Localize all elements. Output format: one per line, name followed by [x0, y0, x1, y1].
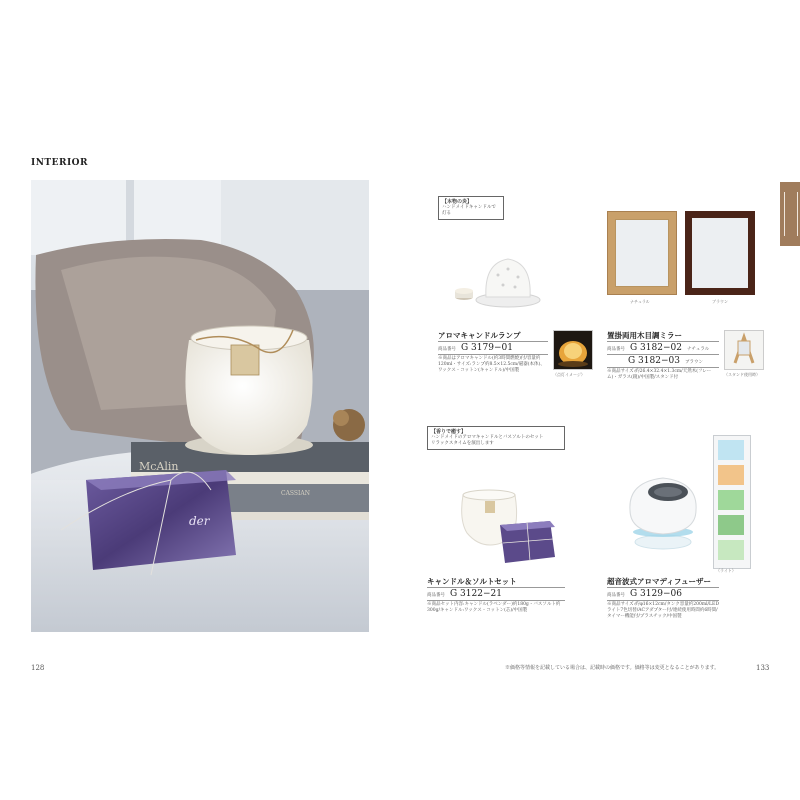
product4-code: G 3129−06 — [630, 589, 682, 599]
product2-code-2-suffix: ブラウン — [684, 360, 703, 365]
light-color-swatch-4 — [718, 515, 744, 535]
section-title: INTERIOR — [31, 158, 89, 168]
product3-name: キャンドル＆ソルトセット — [427, 577, 517, 586]
product1-code-label: 商品番号 — [438, 347, 456, 352]
product2-code-row-1 — [607, 341, 719, 354]
product2-name: 置掛両用木目調ミラー — [607, 331, 682, 340]
product2-code-2: G 3182−03 — [628, 356, 680, 366]
svg-text:CASSIAN: CASSIAN — [281, 490, 310, 497]
product2-code-1-suffix: ナチュラル — [686, 347, 710, 352]
svg-text:der: der — [189, 514, 210, 528]
product4-code-row — [607, 587, 719, 601]
product1-code: G 3179−01 — [461, 343, 513, 353]
product4-description: ※商品サイズ:約φ16×12cm/タンク容量約200ml/LEDライト7色切替/ACアダプター付/連続使用時間約6時間/タイマー機能付/プラスチック/中国製 — [607, 602, 719, 620]
product1-tag-box — [438, 196, 504, 220]
footer-note: ※価格等情報を記載している場合は、記載時の価格です。価格等は変更となることがあります。 — [505, 665, 720, 671]
mirror-caption-natural: ナチュラル — [630, 299, 650, 304]
candle-photo-illustration — [31, 180, 369, 632]
diffuser-image — [618, 470, 708, 559]
mirror-natural-image — [607, 211, 677, 295]
product2-description: ※商品サイズ:約26.4×32.4×1.3cm/天然木(フレーム)・ガラス(鏡)/中国製/スタンド付 — [607, 369, 712, 381]
product4-name: 超音波式アロマディフューザー — [607, 577, 712, 586]
product1-tag-line2: ハンドメイドキャンドルで灯る — [442, 205, 496, 216]
page-number-left: 128 — [31, 664, 45, 672]
product1-thumb-caption: （点灯イメージ） — [553, 372, 585, 377]
product3-description: ※商品セット内容:キャンドル(ラベンダー)約180g・バスソルト約300g/キャンドル:ワックス・コットン(芯)/中国製 — [427, 602, 561, 614]
candle-photo — [31, 180, 369, 632]
mirror-brown-image — [685, 211, 755, 295]
product3-code: G 3122−21 — [450, 589, 502, 599]
side-index-tab — [780, 182, 800, 246]
product2-code-block — [607, 341, 719, 368]
page-number-right: 133 — [756, 664, 770, 672]
product1-description: ※商品はアロマキャンドル(約3時間燃焼)付/容量約120ml・サイズ:ランプ約8.5×12.5cm/磁器(本体)、ワックス・コットン(キャンドル)/中国製 — [438, 356, 545, 374]
product2-code-1: G 3182−02 — [630, 343, 682, 353]
product2-thumb-caption: （スタンド使用時） — [724, 372, 760, 377]
product3-tag-line3: リラックスタイムを演出します — [431, 441, 494, 446]
product2-code-row-2 — [607, 354, 719, 368]
lamp-lit-thumbnail — [553, 330, 593, 370]
light-color-swatch-1 — [718, 440, 744, 460]
aroma-lamp-image — [448, 245, 548, 314]
light-color-swatch-3 — [718, 490, 744, 510]
light-color-swatch-5 — [718, 540, 744, 560]
product3-code-label: 商品番号 — [427, 593, 445, 598]
light-color-swatch-2 — [718, 465, 744, 485]
candle-salt-set-image — [455, 475, 575, 574]
product3-code-row — [427, 587, 565, 601]
mirror-caption-brown: ブラウン — [712, 299, 728, 304]
product4-code-label: 商品番号 — [607, 593, 625, 598]
product3-tag-box — [427, 426, 565, 450]
diffuser-light-colors-strip — [713, 435, 751, 569]
product1-code-row — [438, 341, 548, 355]
svg-text:McAlin: McAlin — [139, 460, 179, 473]
mirror-stand-thumbnail — [724, 330, 764, 370]
product4-thumb-caption: （ライト） — [716, 568, 736, 573]
product3-tag-line1: 【香りで癒す】 — [431, 429, 467, 435]
product1-name: アロマキャンドルランプ — [438, 331, 521, 340]
product2-code-label: 商品番号 — [607, 347, 625, 352]
product3-tag-line2: ハンドメイドのアロマキャンドルとバスソルトのセット — [431, 435, 544, 440]
product1-tag-line1: 【本物の炎】 — [442, 199, 473, 205]
